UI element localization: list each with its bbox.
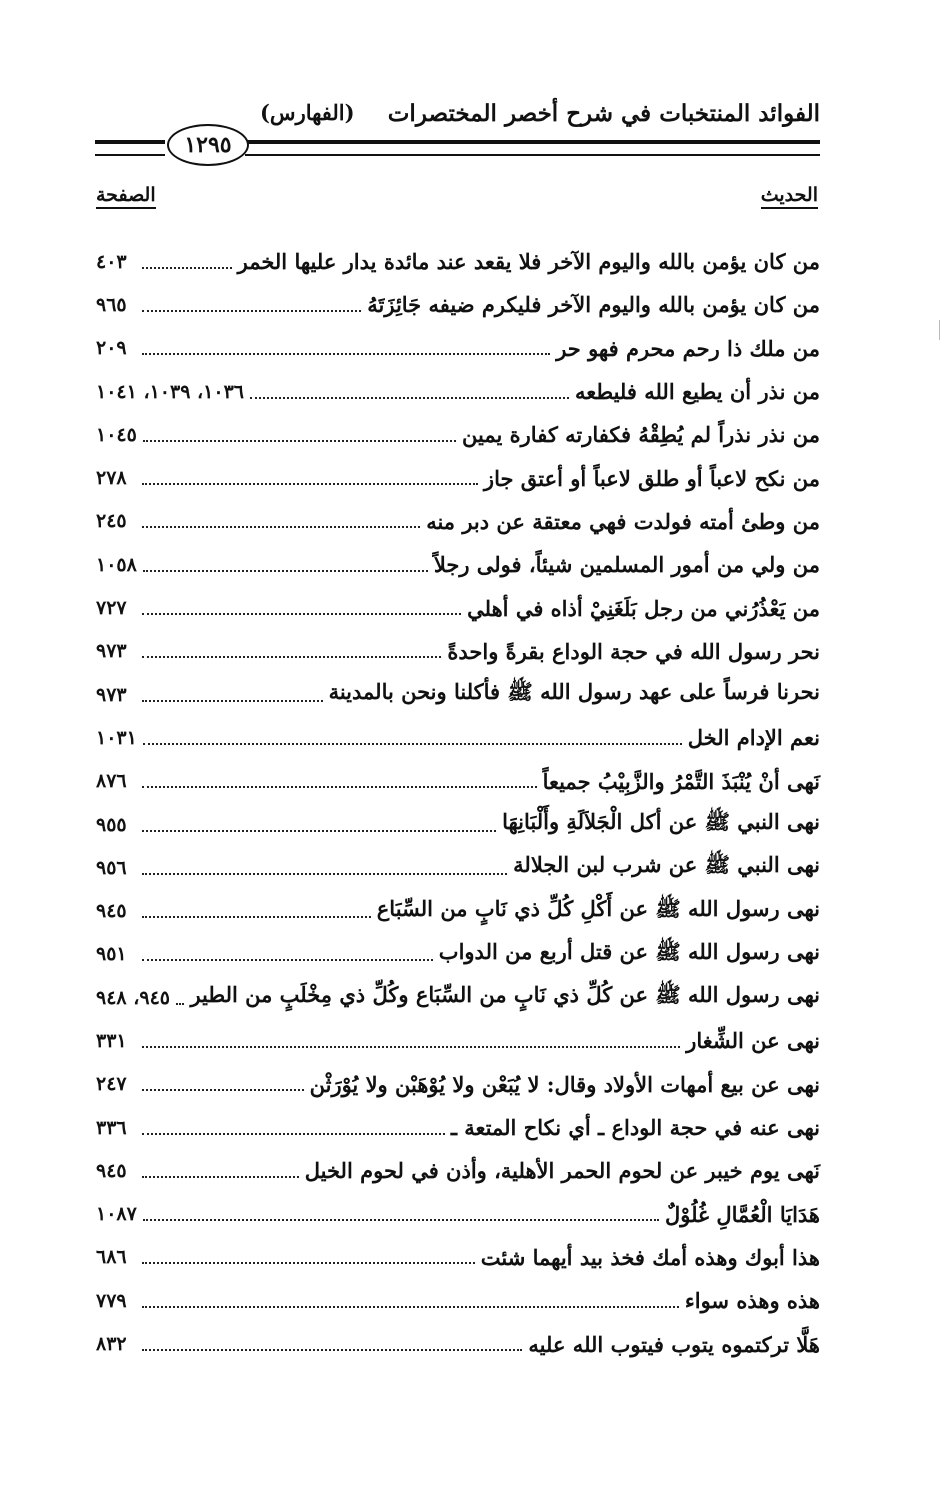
- page-reference: ١٠٥٨: [96, 553, 137, 576]
- leader-dots: [143, 440, 456, 442]
- page-reference: ٤٠٣: [96, 250, 127, 273]
- leader-dots: [142, 700, 323, 702]
- page-reference: ١٠٣١: [96, 726, 137, 749]
- column-head-hadith: الحديث: [761, 184, 818, 209]
- list-item: [96, 1322, 820, 1365]
- hadith-text: نهى عن بيع أمهات الأولاد وقال: لا يُبَعْن ولا يُوْهَبْن ولا يُوْرَثْن: [309, 1071, 820, 1097]
- list-item: [96, 1236, 820, 1279]
- list-item: [96, 1106, 820, 1149]
- list-item: [96, 760, 820, 803]
- header-rule-right: [245, 140, 820, 156]
- hadith-text: من نذر أن يطيع الله فليطعه: [574, 379, 820, 405]
- list-item: [96, 1193, 820, 1236]
- list-item: [96, 500, 820, 543]
- leader-dots: [142, 786, 537, 788]
- leader-dots: [142, 830, 496, 832]
- leader-dots: [142, 1349, 522, 1351]
- list-item: [96, 673, 820, 716]
- list-item: [96, 370, 820, 413]
- list-item: [96, 846, 820, 889]
- hadith-text: نهى النبي ﷺ عن شرب لبن الجلالة: [513, 852, 820, 878]
- leader-dots: [142, 353, 550, 355]
- page-reference: ٣٣٦: [96, 1116, 127, 1139]
- leader-dots: [143, 743, 682, 745]
- hadith-text: نحر رسول الله في حجة الوداع بقرةً واحدةً: [447, 638, 820, 664]
- hadith-text: نعم الإدام الخل: [687, 725, 820, 751]
- hadith-text: من نكح لاعباً أو طلق لاعباً أو أعتق جاز: [483, 465, 820, 491]
- leader-dots: [142, 916, 371, 918]
- hadith-text: من نذر نذراً لم يُطِقْهُ فكفارته كفارة يمين: [462, 422, 820, 448]
- page-reference: ٢٤٧: [96, 1073, 127, 1096]
- hadith-text: هَلَّا تركتموه يتوب فيتوب الله عليه: [528, 1331, 820, 1357]
- list-item: [96, 456, 820, 499]
- page-reference: ٩٤٥: [96, 1159, 127, 1182]
- page-reference: ٩٦٥: [96, 293, 127, 316]
- leader-dots: [143, 570, 428, 572]
- header-rule-left: [95, 140, 165, 156]
- page-reference: ٨٧٦: [96, 770, 127, 793]
- list-item: [96, 543, 820, 586]
- hadith-text: من كان يؤمن بالله واليوم الآخر فلا يقعد عند مائدة يدار عليها الخمر: [237, 249, 820, 275]
- hadith-text: من ملك ذا رحم محرم فهو حر: [556, 335, 820, 361]
- list-item: [96, 413, 820, 456]
- page-reference: ٢٠٩: [96, 337, 127, 360]
- hadith-text: نَهى يوم خيبر عن لحوم الحمر الأهلية، وأذن في لحوم الخيل: [304, 1158, 820, 1184]
- hadith-text: من كان يؤمن بالله واليوم الآخر فليكرم ضيفه جَائِزَتَهُ: [367, 292, 820, 318]
- leader-dots: [142, 310, 361, 312]
- hadith-text: من ولي من أمور المسلمين شيئاً، فولى رجلاً: [433, 552, 820, 578]
- hadith-text: نهى رسول الله ﷺ عن كُلِّ ذي نَابٍ من السِّبَاع وكُلِّ ذي مِخْلَبٍ من الطير: [190, 982, 820, 1008]
- page-reference: ١٠٨٧: [96, 1203, 137, 1226]
- page-reference: ٧٧٩: [96, 1289, 127, 1312]
- list-item: [96, 1149, 820, 1192]
- page-reference: ٩٤٥، ٩٤٨: [96, 986, 170, 1009]
- list-item: [96, 283, 820, 326]
- page-reference: ٦٨٦: [96, 1246, 127, 1269]
- leader-dots: [143, 1219, 659, 1221]
- hadith-text: نحرنا فرساً على عهد رسول الله ﷺ فأكلنا ونحن بالمدينة: [328, 679, 820, 705]
- page-reference: ١٠٤٥: [96, 423, 137, 446]
- leader-dots: [142, 1306, 679, 1308]
- list-item: [96, 803, 820, 846]
- list-item: [96, 933, 820, 976]
- leader-dots: [142, 959, 433, 961]
- hadith-index-list: [96, 240, 820, 1366]
- hadith-text: هذا أبوك وهذه أمك فخذ بيد أيهما شئت: [480, 1244, 820, 1270]
- page-reference: ٩٥٥: [96, 813, 127, 836]
- list-item: [96, 240, 820, 283]
- list-item: [96, 1019, 820, 1062]
- hadith-text: نهى النبي ﷺ عن أكل الْجَلاَلَةِ وأَلْبَانِهَا: [502, 809, 820, 834]
- page-reference: ٩٥٦: [96, 856, 127, 879]
- leader-dots: [142, 483, 478, 485]
- hadith-text: من وطئ أمته فولدت فهي معتقة عن دبر منه: [426, 508, 820, 534]
- hadith-text: هَدَايَا الْعُمَّالِ غُلُوْلٌ: [665, 1201, 820, 1227]
- page-reference: ٢٧٨: [96, 467, 127, 490]
- page-reference: ٢٤٥: [96, 510, 127, 533]
- page-header: [95, 98, 820, 178]
- list-item: [96, 327, 820, 370]
- page-reference: ٨٣٢: [96, 1333, 127, 1356]
- leader-dots: [142, 526, 420, 528]
- list-item: [96, 586, 820, 629]
- list-item: [96, 1063, 820, 1106]
- leader-dots: [250, 397, 569, 399]
- page-reference: ٣٣١: [96, 1029, 127, 1052]
- page-reference: ١٠٣٦، ١٠٣٩، ١٠٤١: [96, 380, 244, 403]
- hadith-text: هذه وهذه سواء: [684, 1288, 820, 1314]
- page-number: ١٢٩٥: [167, 124, 249, 166]
- hadith-text: نهى رسول الله ﷺ عن قتل أربع من الدواب: [438, 938, 820, 964]
- book-title: الفوائد المنتخبات في شرح أخصر المختصرات: [387, 100, 820, 127]
- list-item: [96, 630, 820, 673]
- column-head-page: الصفحة: [96, 184, 156, 209]
- hadith-text: نهى عن الشِّغار: [686, 1028, 820, 1054]
- leader-dots: [142, 1046, 680, 1048]
- list-item: [96, 889, 820, 932]
- leader-dots: [176, 1003, 184, 1005]
- leader-dots: [142, 873, 507, 875]
- page-reference: ٩٧٣: [96, 683, 127, 706]
- list-item: [96, 976, 820, 1019]
- scan-margin-mark: [939, 320, 940, 340]
- page-reference: ٩٥١: [96, 943, 127, 966]
- leader-dots: [142, 656, 441, 658]
- leader-dots: [142, 267, 232, 269]
- page-reference: ٧٢٧: [96, 597, 127, 620]
- page-reference: ٩٤٥: [96, 900, 127, 923]
- list-item: [96, 1279, 820, 1322]
- hadith-text: نهى رسول الله ﷺ عن أَكْلِ كُلِّ ذي نَابٍ من السِّبَاع: [376, 895, 820, 921]
- leader-dots: [142, 1133, 445, 1135]
- leader-dots: [142, 613, 461, 615]
- leader-dots: [142, 1262, 475, 1264]
- hadith-text: نهى عنه في حجة الوداع ـ أي نكاح المتعة ـ: [450, 1115, 820, 1141]
- list-item: [96, 716, 820, 759]
- page-reference: ٩٧٣: [96, 640, 127, 663]
- leader-dots: [142, 1176, 299, 1178]
- section-title: (الفهارس): [260, 100, 355, 125]
- hadith-text: نَهى أنْ يُنْبَذَ التَّمْرُ والزَّبِيْبُ جميعاً: [542, 768, 820, 794]
- leader-dots: [142, 1089, 304, 1091]
- hadith-text: من يَعْذُرُني من رجل بَلَغَنِيْ أذاه في أهلي: [467, 595, 820, 621]
